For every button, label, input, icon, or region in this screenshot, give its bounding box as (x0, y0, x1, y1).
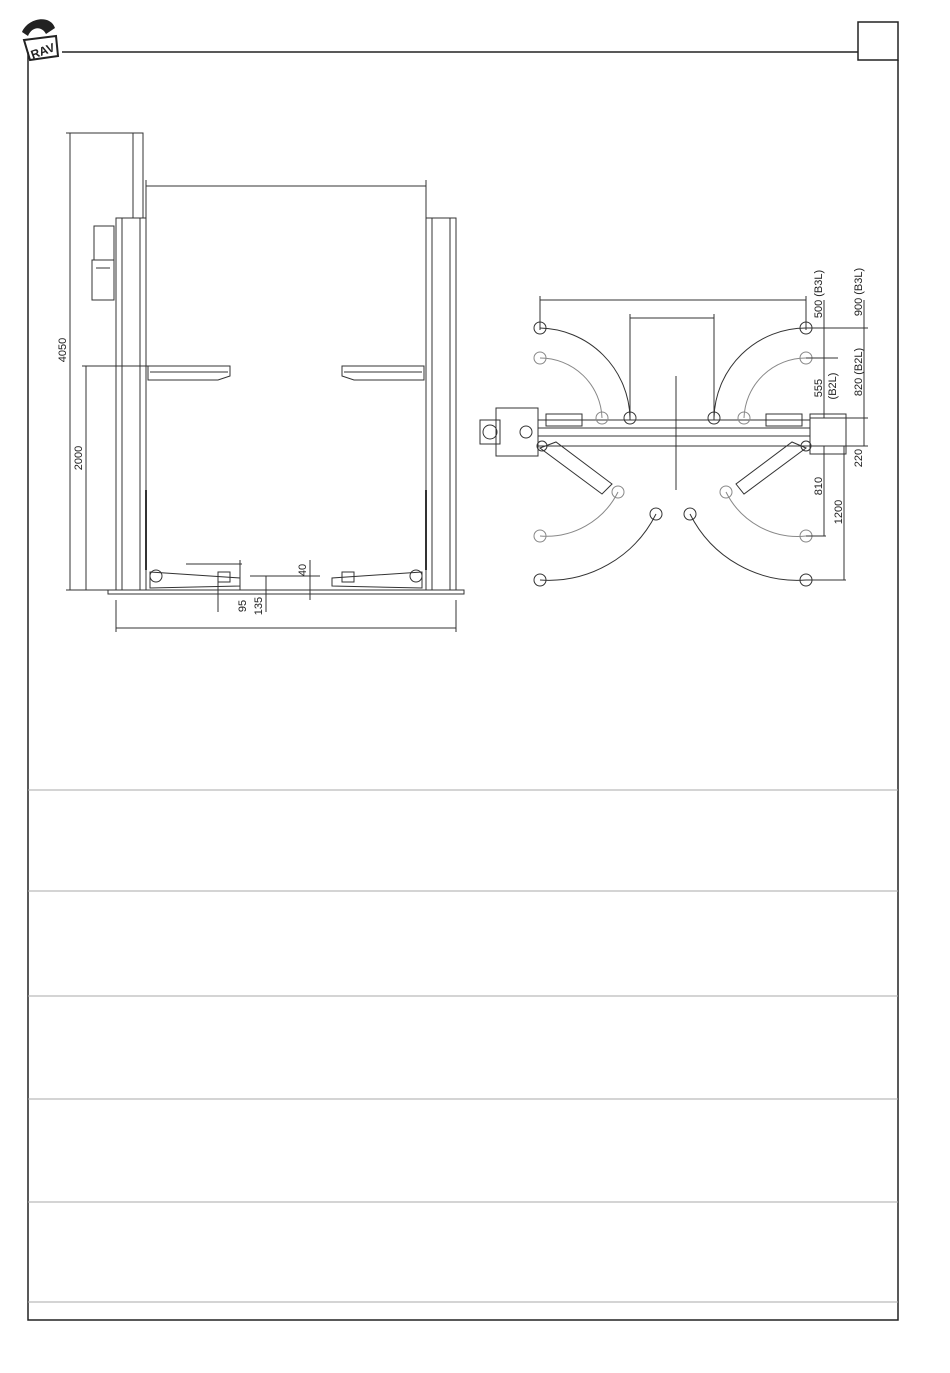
front-view-drawing (66, 133, 464, 632)
dim-offset: 220 (853, 448, 865, 468)
dim-b2l-long: 820 (B2L) (853, 347, 865, 397)
sheet-frame (28, 52, 898, 1320)
dim-b2l-short-model: (B2L) (827, 372, 839, 400)
dim-arm-low-b: 135 (253, 596, 265, 616)
dim-arm-low-a: 95 (237, 599, 249, 613)
dim-lift-height: 2000 (73, 445, 85, 471)
dim-b3l-short: 500 (B3L) (813, 269, 825, 319)
page-number-box (858, 22, 898, 60)
logo-text: RAV (28, 40, 57, 62)
dim-arm-reach: 810 (813, 476, 825, 496)
dim-total-height: 4050 (57, 337, 69, 363)
dim-b3l-long: 900 (B3L) (853, 267, 865, 317)
motor-unit (94, 226, 114, 260)
top-view-drawing (480, 296, 868, 586)
dim-arm-reach-max: 1200 (833, 499, 845, 525)
dim-min-height: 40 (297, 563, 309, 577)
notes-table (28, 790, 898, 1302)
dim-b2l-short-value: 555 (813, 378, 825, 398)
